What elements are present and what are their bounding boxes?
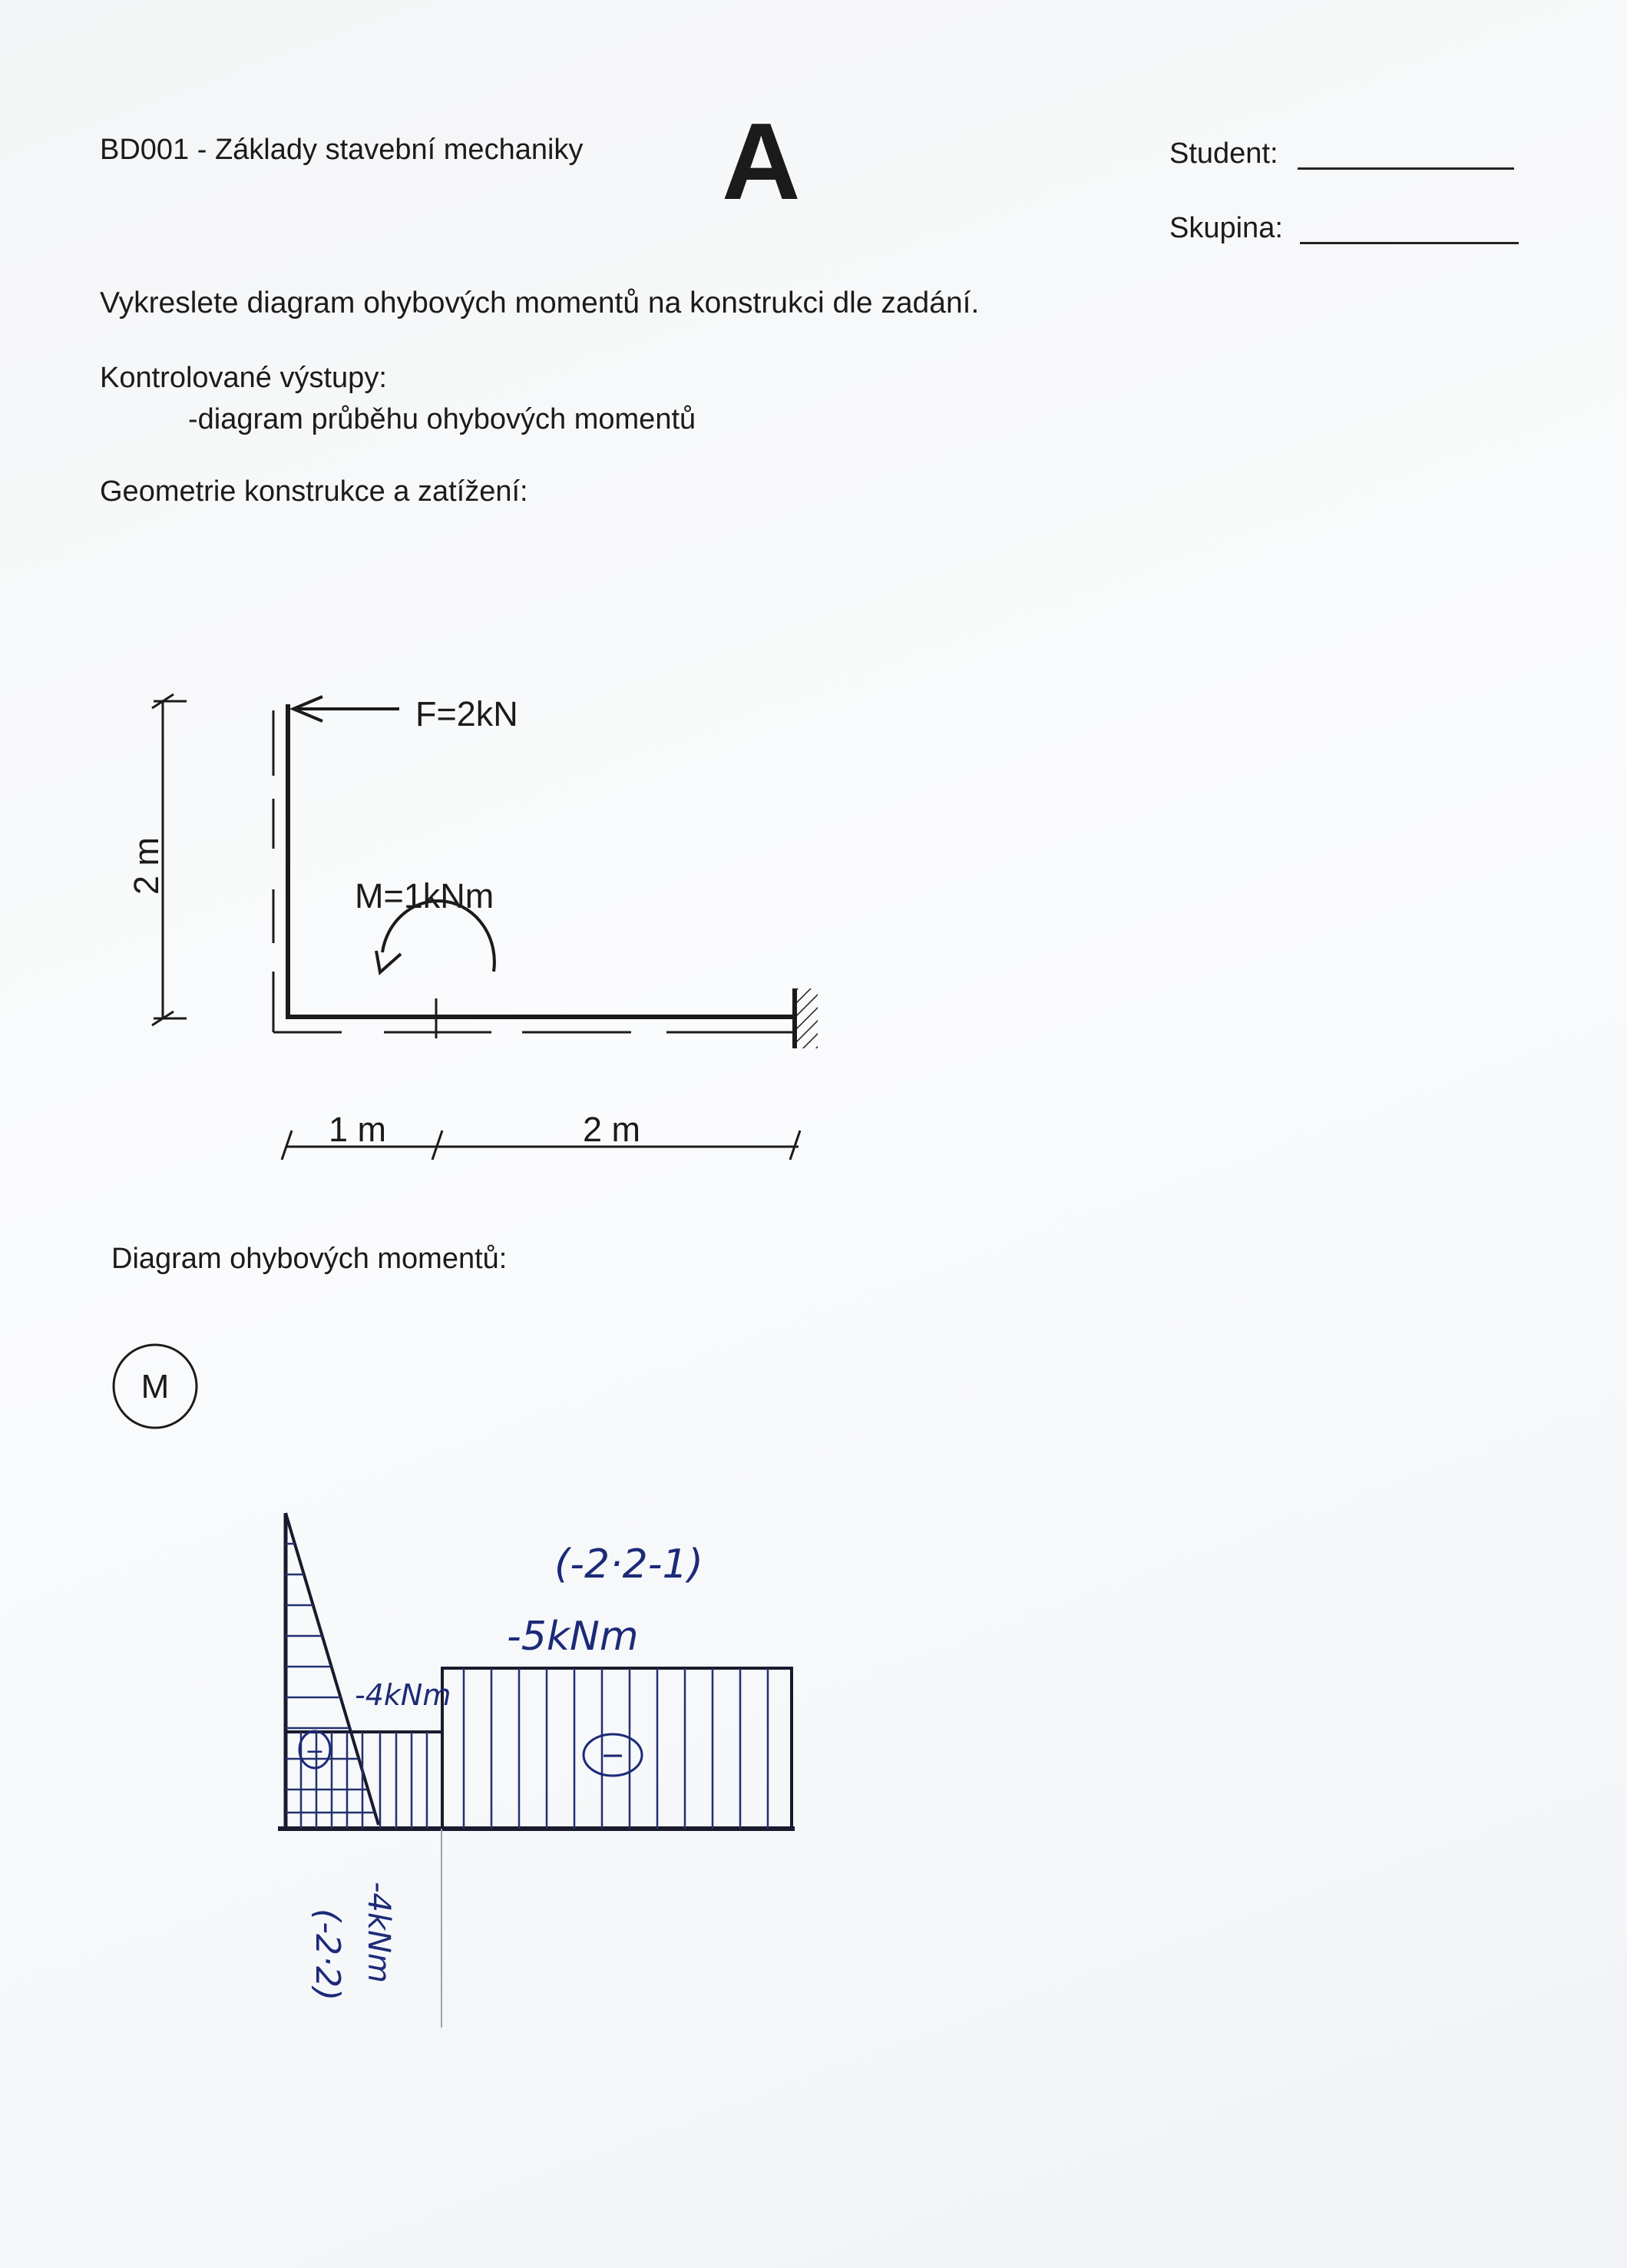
sign-left: − — [305, 1738, 325, 1765]
height-dim-label: 2 m — [127, 836, 166, 895]
outputs-heading: Kontrolované výstupy: — [100, 362, 387, 394]
moment-label: M=1kNm — [355, 876, 494, 915]
diagram-heading: Diagram ohybových momentů: — [111, 1243, 508, 1275]
geometry-heading: Geometrie konstrukce a zatížení: — [100, 475, 528, 508]
variant-letter: A — [722, 101, 801, 223]
span-right-label: 2 m — [583, 1110, 641, 1149]
span-left-label: 1 m — [329, 1110, 387, 1149]
calc-vertical: (-2·2) — [308, 1909, 347, 2001]
value-mid: -4kNm — [355, 1678, 451, 1712]
moment-symbol-label: M — [141, 1368, 170, 1405]
task-instruction: Vykreslete diagram ohybových momentů na konstrukci dle zadání. — [100, 286, 980, 320]
course-title: BD001 - Základy stavební mechaniky — [100, 134, 584, 166]
student-label: Student: — [1169, 137, 1278, 170]
value-right: -5kNm — [507, 1614, 639, 1660]
group-label: Skupina: — [1169, 212, 1283, 244]
sign-right: − — [600, 1738, 625, 1772]
value-vertical: -4kNm — [361, 1882, 396, 1983]
outputs-item: -diagram průběhu ohybových momentů — [188, 403, 696, 435]
force-label: F=2kN — [415, 694, 518, 733]
calc-right: (-2·2-1) — [554, 1541, 703, 1588]
